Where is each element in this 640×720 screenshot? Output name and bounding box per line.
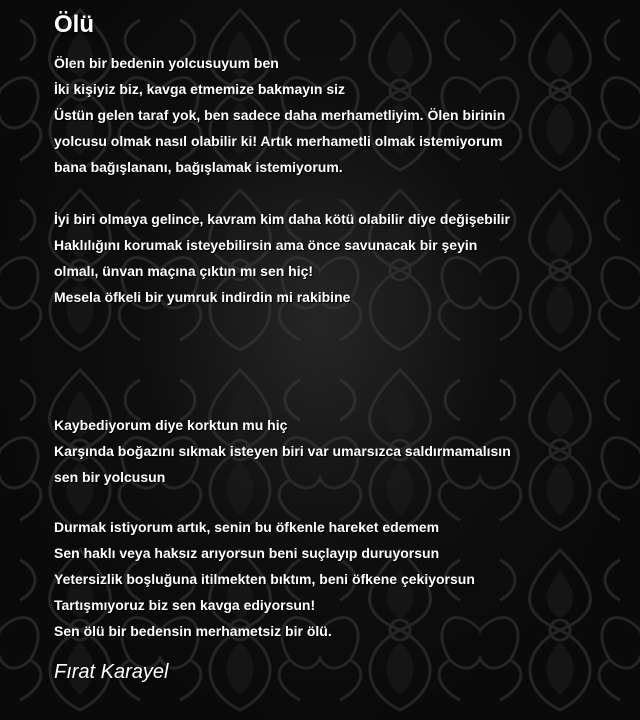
poem-line: Mesela öfkeli bir yumruk indirdin mi rakibine	[54, 289, 351, 305]
poem-line: İki kişiyiz biz, kavga etmemize bakmayın siz	[54, 81, 346, 97]
poem-title: Ölü	[54, 11, 94, 38]
poem-line: bana bağışlananı, bağışlamak istemiyorum.	[54, 159, 343, 175]
poem-line: Sen haklı veya haksız arıyorsun beni suçlayıp duruyorsun	[54, 545, 440, 561]
stanza-2	[54, 206, 634, 310]
poem-line: Ölen bir bedenin yolcusuyum ben	[54, 55, 279, 71]
poem-author: Fırat Karayel	[54, 661, 169, 683]
poem-line: Karşında boğazını sıkmak isteyen biri var umarsızca saldırmamalısın	[54, 443, 511, 459]
poem-line: Tartışmıyoruz biz sen kavga ediyorsun!	[54, 597, 316, 613]
stanza-3	[54, 412, 634, 490]
poem-line: Durmak istiyorum artık, senin bu öfkenle hareket edemem	[54, 519, 440, 535]
poem-line: Sen ölü bir bedensin merhametsiz bir ölü.	[54, 623, 332, 639]
poem-line: Kaybediyorum diye korktun mu hiç	[54, 417, 288, 433]
stanza-4	[54, 514, 634, 644]
poem-line: Yetersizlik boşluğuna itilmekten bıktım, beni öfkene çekiyorsun	[54, 571, 475, 587]
poem-line: Haklılığını korumak isteyebilirsin ama önce savunacak bir şeyin	[54, 237, 478, 253]
poem-line: sen bir yolcusun	[54, 469, 166, 485]
poem-line: Üstün gelen taraf yok, ben sadece daha merhametliyim. Ölen birinin	[54, 107, 506, 123]
poem-line: yolcusu olmak nasıl olabilir ki! Artık merhametli olmak istemiyorum	[54, 133, 503, 149]
poem-line: olmalı, ünvan maçına çıktın mı sen hiç!	[54, 263, 314, 279]
poem-line: İyi biri olmaya gelince, kavram kim daha kötü olabilir diye değişebilir	[54, 211, 510, 227]
stanza-1	[54, 50, 634, 180]
